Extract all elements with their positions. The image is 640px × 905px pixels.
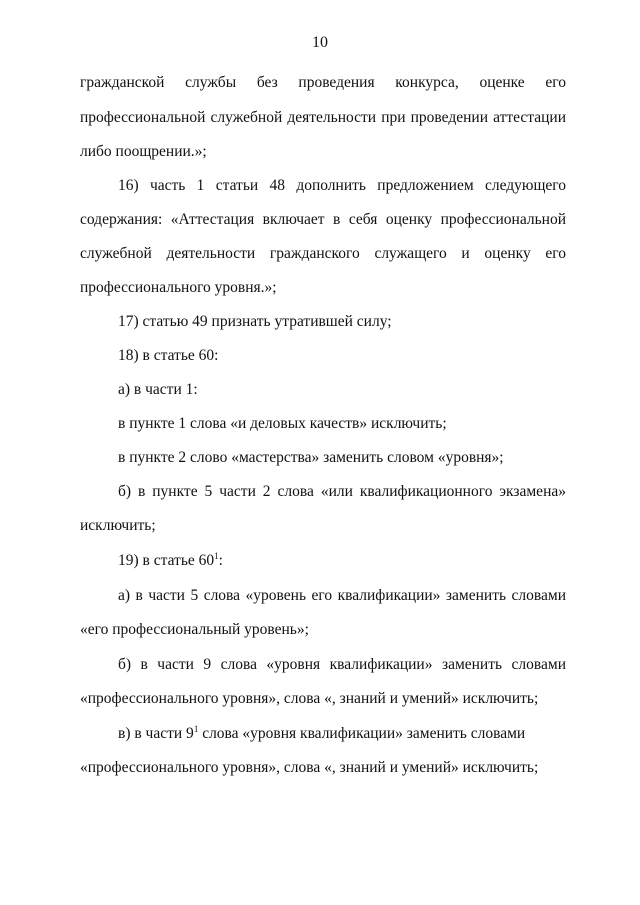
text-line: б) в части 9 слова «уровня квалификации» заменить словами	[118, 656, 566, 673]
text-line: профессиональной служебной деятельности при проведении аттестации	[80, 109, 566, 126]
text-line: содержания: «Аттестация включает в себя оценку профессиональной	[80, 211, 566, 228]
line-text: 19) в статье 60	[118, 552, 215, 569]
paragraph-16-line: 16) часть 1 статьи 48 дополнить предложением следующего	[118, 177, 566, 194]
text-line: профессионального уровня.»;	[80, 279, 277, 296]
text-line: в пункте 1 слова «и деловых качеств» исключить;	[118, 415, 447, 432]
text-line: исключить;	[80, 517, 156, 534]
paragraph-18-line: 18) в статье 60:	[118, 347, 219, 364]
line-text: слова «уровня квалификации» заменить словами	[198, 725, 526, 742]
text-line: «профессионального уровня», слова «, знаний и умений» исключить;	[80, 690, 539, 707]
subitem-v-line	[118, 725, 566, 743]
text-line: служебной деятельности гражданского служащего и оценку его	[80, 245, 566, 262]
page-number: 10	[312, 34, 328, 51]
text-line: гражданской службы без проведения конкурса, оценке его	[80, 74, 566, 91]
superscript: 1	[214, 551, 219, 561]
text-line: в пункте 2 слово «мастерства» заменить словом «уровня»;	[118, 449, 504, 466]
paragraph-17-line: 17) статью 49 признать утратившей силу;	[118, 313, 392, 330]
text-line: «его профессиональный уровень»;	[80, 621, 309, 638]
line-text: в) в части 9	[118, 725, 194, 742]
text-line: «профессионального уровня», слова «, знаний и умений» исключить;	[80, 759, 539, 776]
paragraph-19-line	[118, 552, 566, 570]
text-line: либо поощрении.»;	[80, 143, 207, 160]
text-line: а) в части 5 слова «уровень его квалификации» заменить словами	[118, 587, 566, 604]
line-text: :	[218, 552, 223, 569]
subitem-b-line: б) в пункте 5 части 2 слова «или квалификационного экзамена»	[118, 483, 566, 500]
superscript: 1	[193, 724, 199, 734]
subitem-a-line: а) в части 1:	[118, 381, 198, 398]
